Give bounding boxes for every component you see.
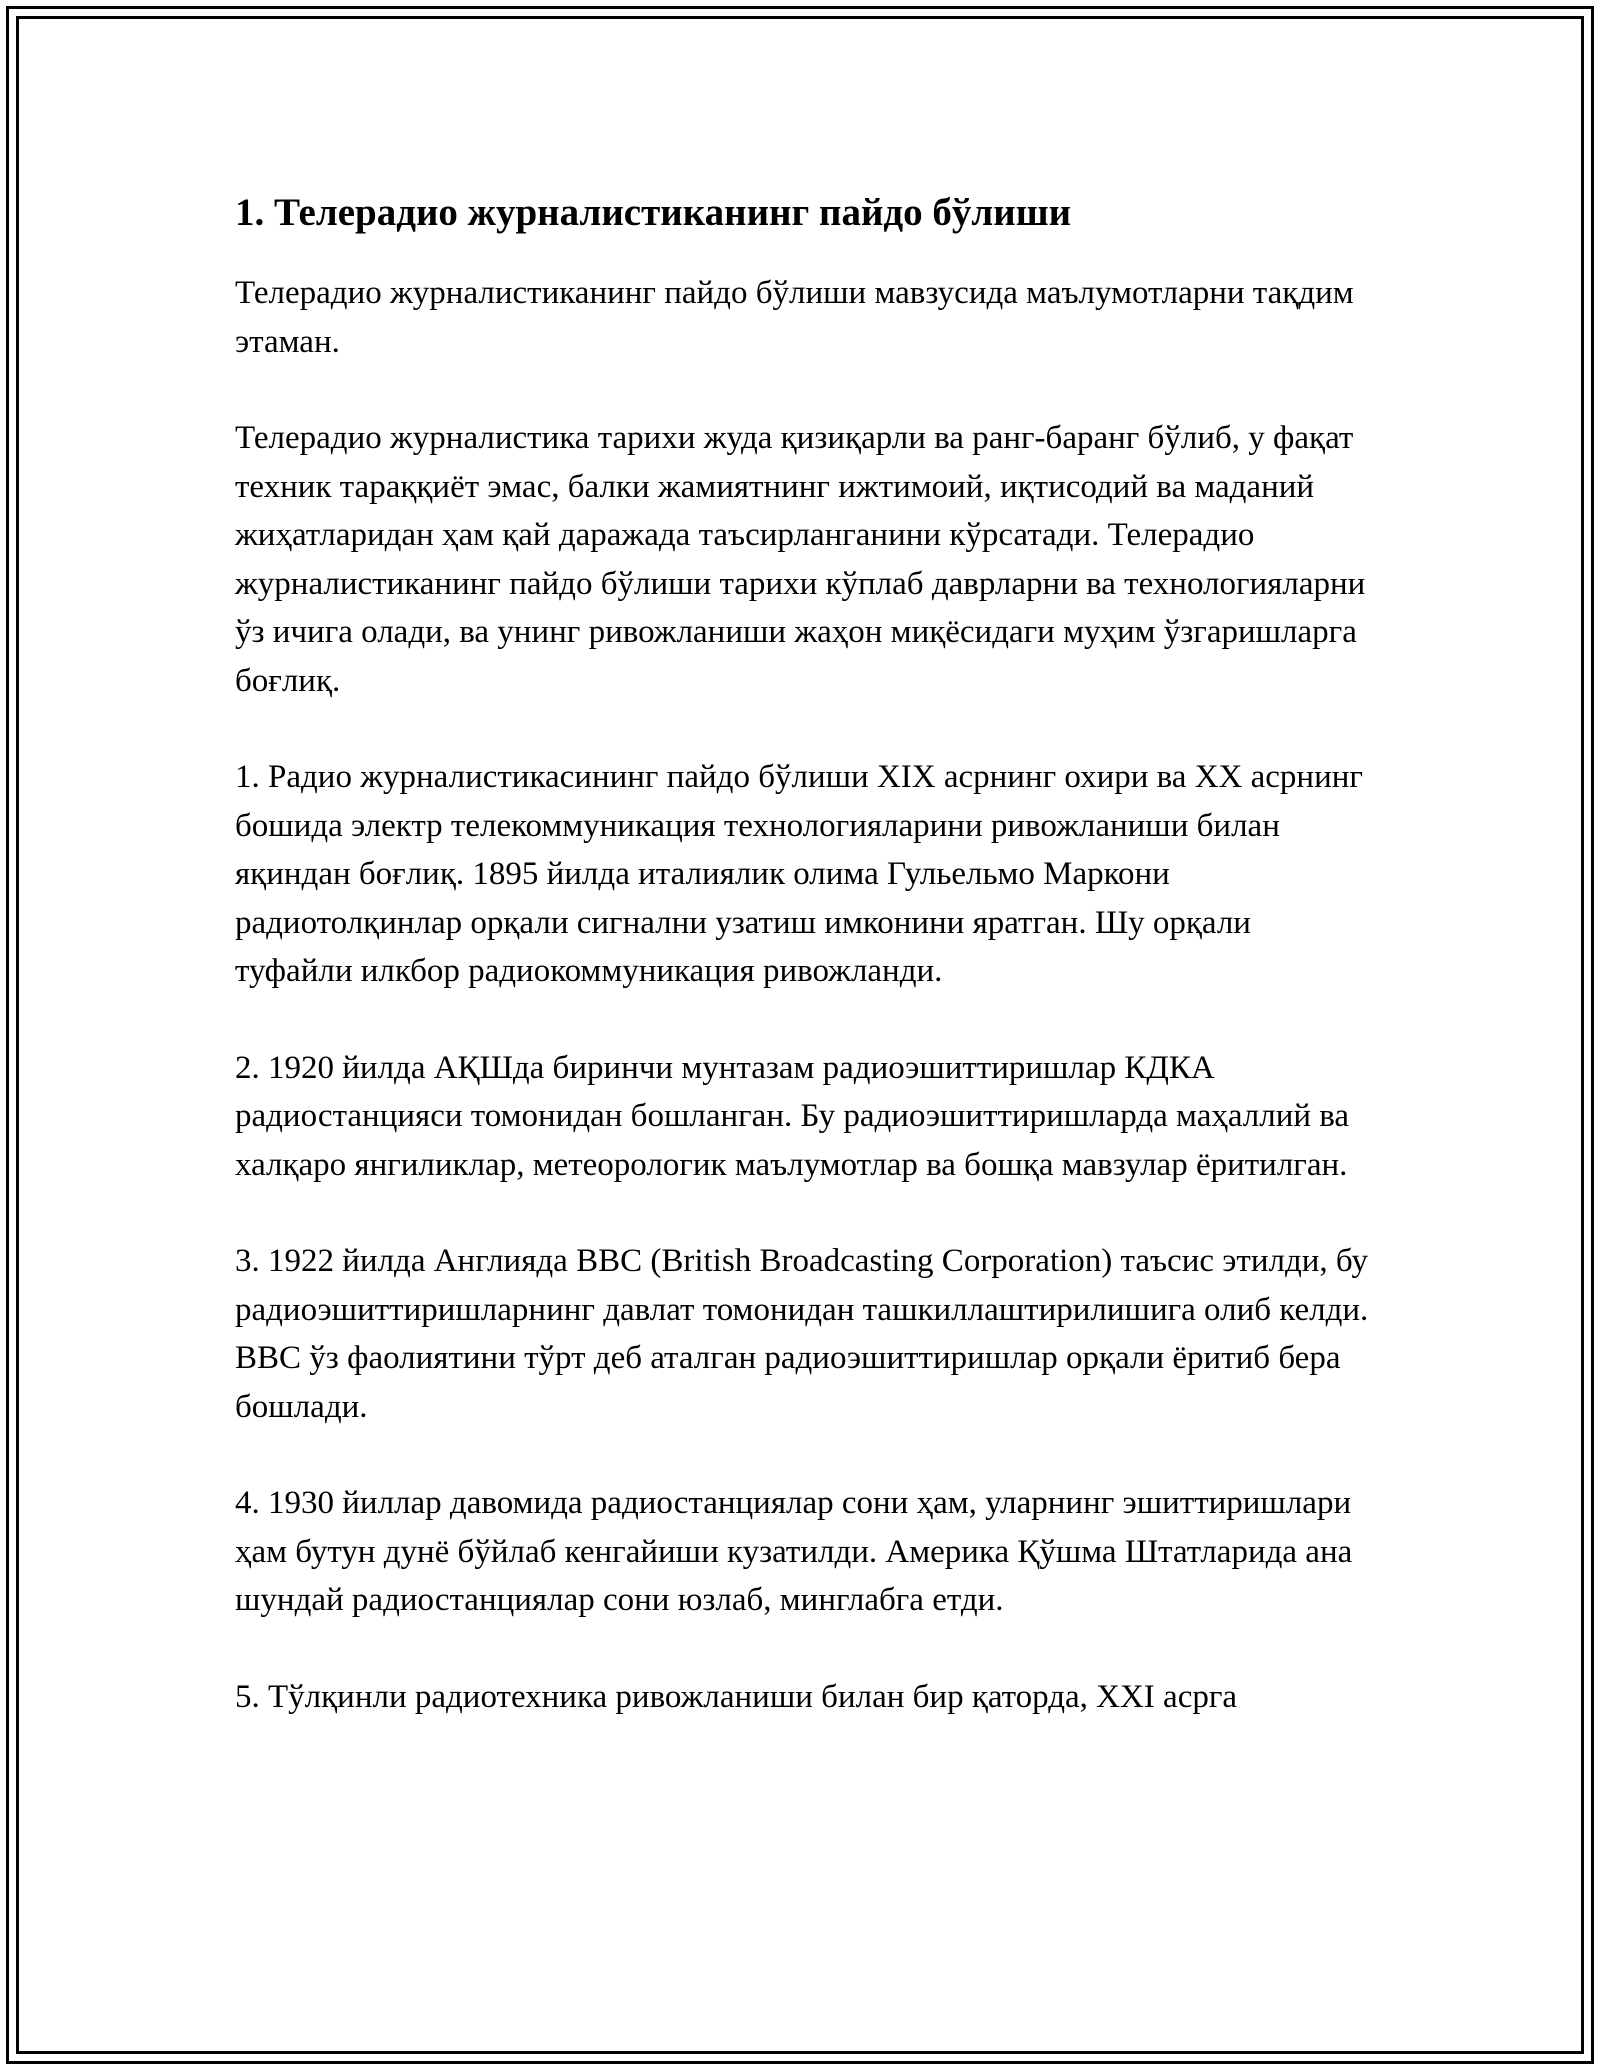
paragraph-item-5: 5. Тўлқинли радиотехника ривожланиши билан бир қаторда, XXI асрга [235, 1678, 1238, 1715]
paragraph-item-1: 1. Радио журналистикасининг пайдо бўлиши XIX асрнинг охири ва XX асрнинг бошида электр телекоммуникация технологияларини ривожланиши билан яқиндан боғлиқ. 1895 йилда италиялик олима Гульельмо Маркони радиотолқинлар орқали сигнални узатиш имконини яратган. Шу орқали туфайли илкбор радиокоммуникация ривожланди. [235, 759, 1363, 989]
paragraph-item-2: 2. 1920 йилда АҚШда биринчи мунтазам радиоэшиттиришлар КДКА радиостанцияси томонидан бошланган. Бу радиоэшиттиришларда маҳаллий ва халқаро янгиликлар, метеорологик маълумотлар ва бошқа мавзулар ёритилган. [235, 1049, 1350, 1183]
paragraph-item-4: 4. 1930 йиллар давомида радиостанциялар сони ҳам, уларнинг эшиттиришлари ҳам бутун дунё бўйлаб кенгайиши кузатилди. Америка Қўшма Штатларида ана шундай радиостанциялар сони юзлаб, минглабга етди. [235, 1485, 1353, 1618]
paragraph-intro: Телерадио журналистиканинг пайдо бўлиши мавзусида маълумотларни тақдим этаман. [235, 275, 1354, 360]
document-body [235, 185, 1375, 1721]
paragraph-history: Телерадио журналистика тарихи жуда қизиқарли ва ранг-баранг бўлиб, у фақат техник тараққиёт эмас, балки жамиятнинг ижтимоий, иқтисодий ва маданий жиҳатларидан ҳам қай даражада таъсирланганини кўрсатади. Телерадио журналистиканинг пайдо бўлиши тарихи кўплаб даврларни ва технологияларни ўз ичига олади, ва унинг ривожланиши жаҳон миқёсидаги муҳим ўзгаришларга боғлиқ. [235, 420, 1366, 699]
document-title: 1. Телерадио журналистиканинг пайдо бўлиши [235, 191, 1072, 234]
paragraph-item-3: 3. 1922 йилда Англияда BBC (British Broadcasting Corporation) таъсис этилди, бу радиоэшиттиришларнинг давлат томонидан ташкиллаштирилишига олиб келди. BBC ўз фаолиятини тўрт деб аталган радиоэшиттиришлар орқали ёритиб бера бошлади. [235, 1243, 1369, 1425]
